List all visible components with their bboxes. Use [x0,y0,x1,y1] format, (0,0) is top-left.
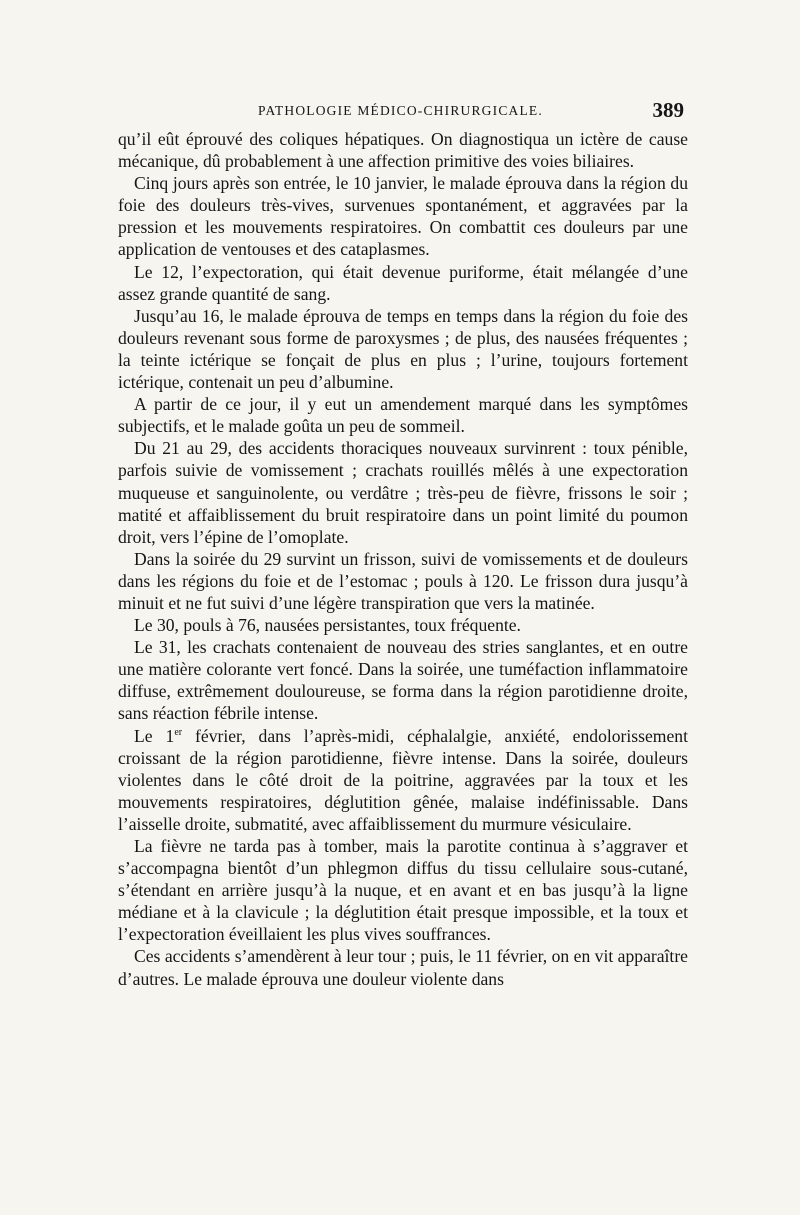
body-text [118,128,688,990]
page-number: 389 [652,98,684,122]
paragraph-evening-29: Dans la soirée du 29 survint un frisson, suivi de vomissements et de douleurs dans les régions du foie et de l’estomac ; pouls à 120. Le frisson dura jusqu’à minuit et ne fut suivi d’une légère transpiration que vers la matinée. [118,548,688,613]
ordinal-superscript: er [174,726,183,738]
running-head [118,98,688,124]
paragraph-jan-31: Le 31, les crachats contenaient de nouveau des stries sanglantes, et en outre une matière colorante vert foncé. Dans la soirée, une tuméfaction inflammatoire diffuse, extrêmement douloureuse, se forma dans la région parotidienne droite, sans réaction fébrile intense. [118,637,688,724]
paragraph-jan-30: Le 30, pouls à 76, nausées persistantes, toux fréquente. [134,615,521,636]
paragraph-parotitis: La fièvre ne tarda pas à tomber, mais la parotite continua à s’aggraver et s’accompagna bientôt d’un phlegmon diffus du tissu cellulaire sous-cutané, s’étendant en arrière jusqu’à la nuque, et en avant et en bas jusqu’à la ligne médiane et à la clavicule ; la déglutition était presque impossible, et la toux et l’expectoration éveillaient les plus vives souffrances. [118,836,688,945]
paragraph-amendment: A partir de ce jour, il y eut un amendement marqué dans les symptômes subjectifs, et le malade goûta un peu de sommeil. [118,394,688,437]
paragraph-until-16: Jusqu’au 16, le malade éprouva de temps en temps dans la région du foie des douleurs revenant sous forme de paroxysmes ; de plus, des nausées fréquentes ; la teinte ictérique se fonçait de plus en plus ; l’urine, toujours fortement ictérique, contenait un peu d’albumine. [118,305,688,393]
paragraph-continuation: qu’il eût éprouvé des coliques hépatiques. On diagnostiqua un ictère de cause mécanique, dû probablement à une affection primitive des voies biliaires. [118,129,688,172]
paragraph-feb-11: Ces accidents s’amendèrent à leur tour ; puis, le 11 février, on en vit apparaître d’autres. Le malade éprouva une douleur violente dans [118,946,688,989]
paragraph-21-29: Du 21 au 29, des accidents thoraciques nouveaux survinrent : toux pénible, parfois suivie de vomissement ; crachats rouillés mêlés à une expectoration muqueuse et sanguinolente, ou verdâtre ; très-peu de fièvre, frissons le soir ; matité et affaiblissement du bruit respiratoire dans un point limité du poumon droit, vers l’épine de l’omoplate. [118,438,688,547]
paragraph-jan-10: Cinq jours après son entrée, le 10 janvier, le malade éprouva dans la région du foie des douleurs très-vives, survenues spontanément, et aggravées par la pression et les mouvements respiratoires. On combattit ces douleurs par une application de ventouses et des cataplasmes. [118,173,688,260]
book-page [118,98,688,990]
paragraph-jan-12: Le 12, l’expectoration, qui était devenue puriforme, était mélangée d’une assez grande quantité de sang. [118,261,688,304]
paragraph-feb-1: Le 1er février, dans l’après-midi, céphalalgie, anxiété, endolorissement croissant de la région parotidienne, fièvre intense. Dans la soirée, douleurs violentes dans le côté droit de la poitrine, aggravées par la toux et les mouvements respiratoires, déglutition gênée, malaise indéfinissable. Dans l’aisselle droite, submatité, avec affaiblissement du murmure vésiculaire. [118,725,688,834]
running-title: PATHOLOGIE MÉDICO-CHIRURGICALE. [258,103,543,118]
